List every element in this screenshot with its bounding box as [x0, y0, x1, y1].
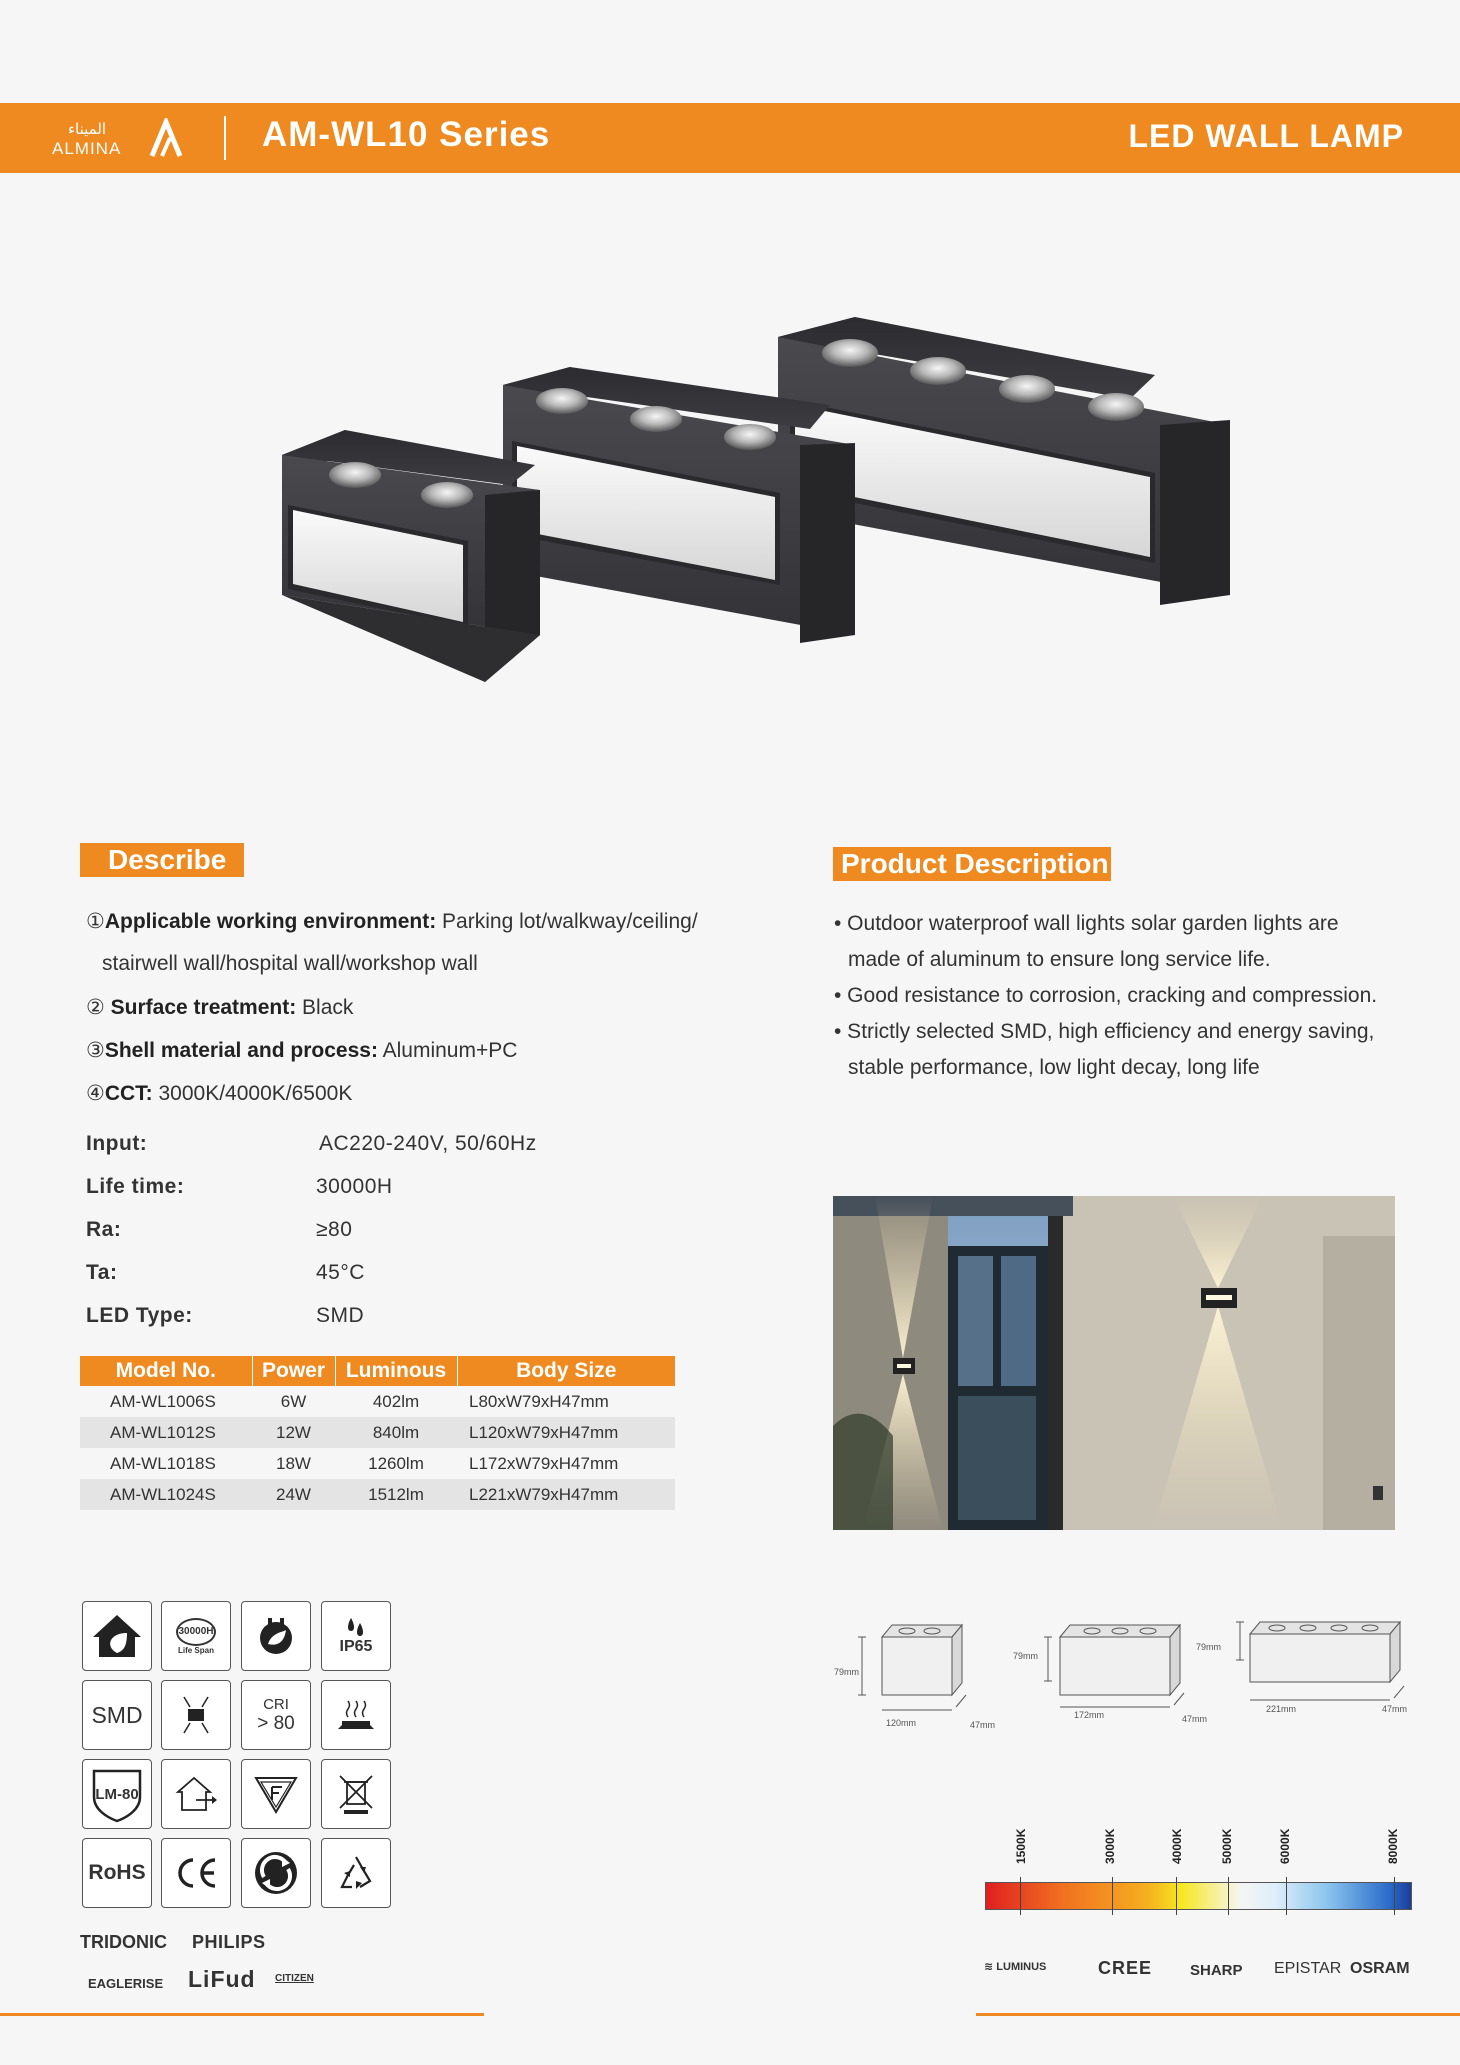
smd-icon	[82, 1680, 152, 1750]
table-row	[80, 1417, 675, 1448]
up-down-beam-icon	[176, 1695, 216, 1735]
table-row	[80, 1386, 675, 1417]
dim-small-depth: 47mm	[970, 1720, 996, 1730]
dim-medium-length: 172mm	[1074, 1710, 1105, 1720]
pd-line-3: • Good resistance to corrosion, cracking and compression.	[834, 984, 1378, 1007]
spec-label-input: Input:	[86, 1132, 148, 1155]
cell-power: 6W	[280, 1391, 307, 1411]
th-luminous: Luminous	[335, 1356, 457, 1386]
cct-label-5000k: 5000K	[1220, 1828, 1234, 1864]
cct-tick	[1176, 1877, 1177, 1915]
ip-rating-icon	[321, 1601, 391, 1671]
product-description-tag: Product Description	[833, 847, 1111, 881]
brand-cree: CREE	[1098, 1958, 1153, 1978]
plug-leaf-icon	[254, 1614, 298, 1658]
cell-luminous: 402lm	[372, 1391, 420, 1411]
recycle-icon	[321, 1838, 391, 1908]
brand-osram: OSRAM	[1350, 1960, 1410, 1977]
spec-label-ta: Ta:	[86, 1261, 118, 1284]
heat-dissipation-icon	[321, 1680, 391, 1750]
footer-line-right	[976, 2013, 1460, 2016]
spec-label-led-type: LED Type:	[86, 1304, 193, 1327]
table-row	[80, 1479, 675, 1510]
house-leaf-icon	[91, 1613, 143, 1659]
cell-model: AM-WL1012S	[80, 1417, 252, 1448]
spec-label-lifetime: Life time:	[86, 1175, 185, 1198]
f-mark-icon	[241, 1759, 311, 1829]
brand-tridonic: TRIDONIC	[80, 1932, 167, 1952]
dim-small-height: 79mm	[834, 1667, 860, 1677]
cell-model: AM-WL1024S	[80, 1479, 252, 1510]
series-title: AM-WL10 Series	[262, 115, 551, 154]
spec-value-ta: 45°C	[316, 1261, 365, 1284]
brand-citizen: CITIZEN	[275, 1973, 314, 1984]
th-model: Model No.	[80, 1356, 252, 1386]
model-spec-table	[80, 1356, 675, 1510]
dim-small-length: 120mm	[886, 1718, 917, 1728]
dim-large-length: 221mm	[1266, 1704, 1297, 1714]
installation-scene-photo	[833, 1196, 1395, 1530]
cct-tick	[1394, 1877, 1395, 1915]
dim-medium-depth: 47mm	[1182, 1714, 1208, 1724]
brand-philips: PHILIPS	[192, 1932, 266, 1952]
th-body-size: Body Size	[457, 1356, 675, 1386]
cri-value: > 80	[257, 1712, 295, 1734]
ce-icon	[161, 1838, 231, 1908]
cell-body-size: L172xW79xH47mm	[469, 1453, 619, 1473]
dim-large-depth: 47mm	[1382, 1704, 1408, 1714]
ip-rating-text: IP65	[339, 1638, 373, 1655]
describe-item-environment-cont: stairwell wall/hospital wall/workshop wall	[102, 952, 478, 975]
describe-item-cct: ④CCT: 3000K/4000K/6500K	[86, 1082, 353, 1105]
life-span-icon	[161, 1601, 231, 1671]
recycle-triangle-icon	[334, 1853, 378, 1893]
cct-tick	[1020, 1877, 1021, 1915]
life-span-value: 30000H	[176, 1618, 216, 1646]
cell-luminous: 840lm	[335, 1417, 457, 1448]
header-divider	[224, 116, 226, 160]
dimension-drawing-medium	[1012, 1615, 1212, 1725]
cell-luminous: 1512lm	[335, 1479, 457, 1510]
cct-tick	[1112, 1877, 1113, 1915]
pd-line-5: stable performance, low light decay, long life	[848, 1056, 1260, 1079]
th-power: Power	[252, 1356, 335, 1386]
cri-label: CRI	[263, 1695, 289, 1713]
cell-model: AM-WL1006S	[110, 1391, 216, 1411]
describe-section-tag: Describe	[80, 843, 244, 877]
house-arrow-icon	[174, 1774, 218, 1814]
cell-body-size: L221xW79xH47mm	[457, 1479, 675, 1510]
cell-power: 24W	[252, 1479, 335, 1510]
spec-label-ra: Ra:	[86, 1218, 122, 1241]
describe-item-shell: ③Shell material and process: Aluminum+PC	[86, 1039, 518, 1062]
table-header-row	[80, 1356, 675, 1386]
logo-arabic-text: الميناء	[68, 120, 107, 138]
indoor-install-icon	[161, 1759, 231, 1829]
cell-model: AM-WL1018S	[110, 1453, 216, 1473]
brand-epistar: EPISTAR	[1274, 1960, 1342, 1977]
life-span-label: Life Span	[177, 1645, 214, 1655]
energy-saving-icon	[241, 1601, 311, 1671]
brand-luminus: ≋ LUMINUS	[984, 1961, 1047, 1973]
weee-icon	[321, 1759, 391, 1829]
rohs-text: RoHS	[88, 1861, 146, 1884]
cell-power: 12W	[252, 1417, 335, 1448]
f-triangle-icon	[252, 1772, 300, 1816]
describe-item-environment: ①Applicable working environment: Parking lot/walkway/ceiling/	[86, 910, 698, 933]
spec-value-input: AC220-240V, 50/60Hz	[319, 1132, 537, 1155]
almina-logo-icon	[148, 118, 184, 158]
cell-luminous: 1260lm	[368, 1453, 424, 1473]
indoor-outdoor-icon	[82, 1601, 152, 1671]
cct-label-8000k: 8000K	[1386, 1828, 1400, 1864]
footer-line-left	[0, 2013, 484, 2016]
spec-value-led-type: SMD	[316, 1304, 365, 1327]
cct-tick	[1228, 1877, 1229, 1915]
spec-value-lifetime: 30000H	[316, 1175, 393, 1198]
cri-icon	[241, 1680, 311, 1750]
product-hero-image	[270, 305, 1240, 700]
cell-power: 18W	[276, 1453, 311, 1473]
heat-lamp-icon	[336, 1697, 376, 1733]
color-temperature-bar	[985, 1882, 1412, 1910]
logo-english-text: ALMINA	[52, 139, 122, 158]
cct-tick	[1286, 1877, 1287, 1915]
cell-body-size: L80xW79xH47mm	[469, 1391, 609, 1411]
water-drops-icon	[344, 1616, 368, 1638]
cell-body-size: L120xW79xH47mm	[457, 1417, 675, 1448]
ce-mark-icon	[173, 1856, 219, 1890]
recycle-circle-icon	[252, 1849, 300, 1897]
green-dot-icon	[241, 1838, 311, 1908]
lamp-small	[282, 430, 540, 682]
lm80-text: LM-80	[95, 1785, 139, 1803]
cct-label-3000k: 3000K	[1103, 1828, 1117, 1864]
product-type-title: LED WALL LAMP	[1128, 118, 1404, 154]
table-row	[80, 1448, 675, 1479]
cct-label-6000k: 6000K	[1278, 1828, 1292, 1864]
describe-item-surface: ② Surface treatment: Black	[86, 996, 354, 1019]
pd-line-1: • Outdoor waterproof wall lights solar garden lights are	[834, 912, 1339, 935]
rohs-icon	[82, 1838, 152, 1908]
brand-sharp: SHARP	[1190, 1962, 1243, 1979]
brand-eaglerise: EAGLERISE	[88, 1976, 164, 1991]
brand-lifud: LiFud	[188, 1966, 256, 1992]
pd-line-4: • Strictly selected SMD, high efficiency and energy saving,	[834, 1020, 1375, 1043]
cct-label-1500k: 1500K	[1014, 1828, 1028, 1864]
up-down-light-icon	[161, 1680, 231, 1750]
cct-label-4000k: 4000K	[1170, 1828, 1184, 1864]
dim-large-height: 79mm	[1196, 1642, 1222, 1652]
smd-text: SMD	[91, 1701, 143, 1728]
luminus-swirl-icon: ≋	[984, 1961, 997, 1973]
pd-line-2: made of aluminum to ensure long service life.	[848, 948, 1271, 971]
lamp-medium	[503, 367, 855, 643]
crossed-bin-icon	[336, 1772, 376, 1816]
lm80-icon	[82, 1759, 152, 1829]
spec-value-ra: ≥80	[316, 1218, 353, 1241]
dim-medium-height: 79mm	[1013, 1651, 1039, 1661]
